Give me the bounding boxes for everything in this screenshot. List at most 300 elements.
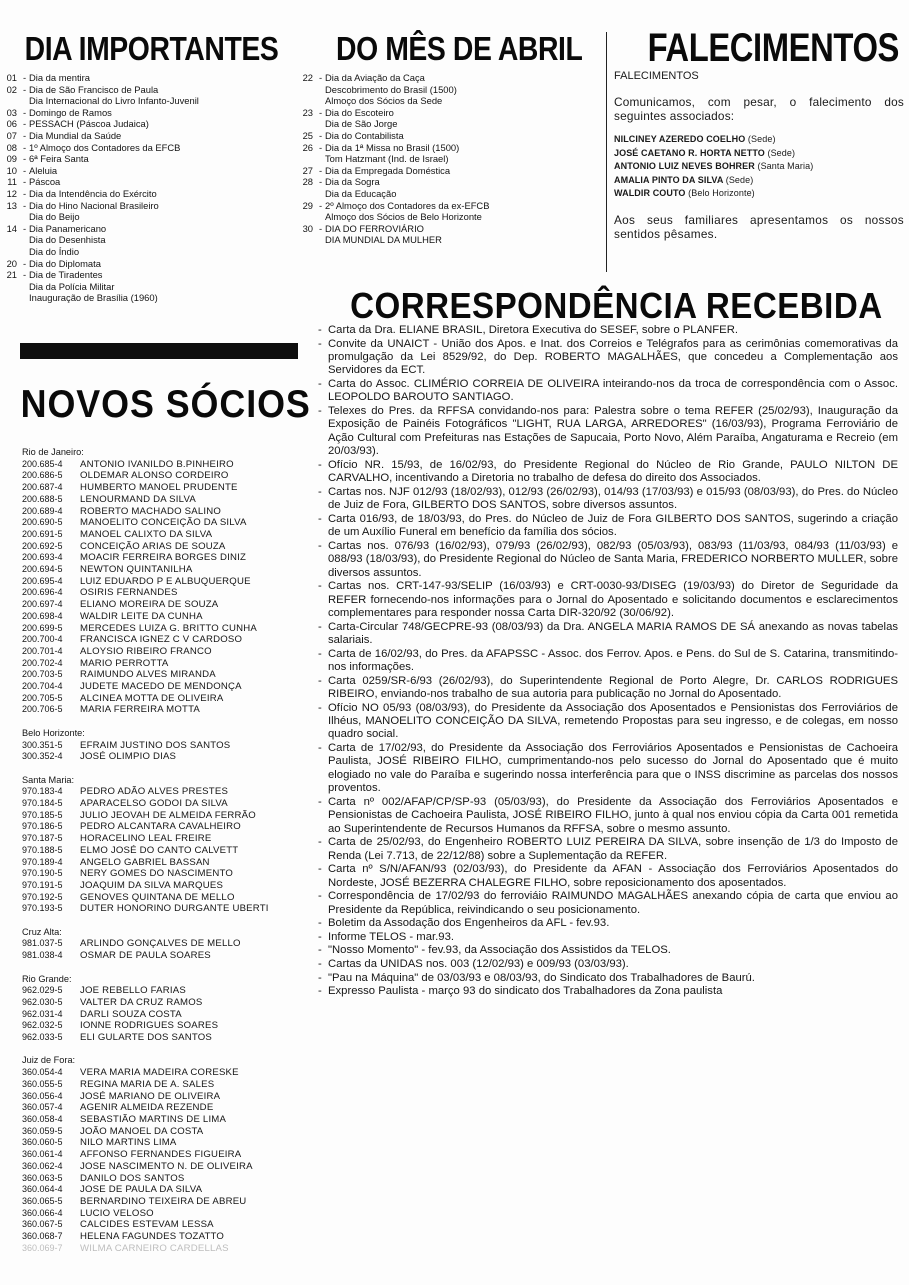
member-name: MARIO PERROTTA: [80, 657, 169, 669]
correspondence-item: - Cartas da UNIDAS nos. 003 (12/02/93) e 009/93 (03/03/93).: [318, 958, 898, 971]
date-event: Dia do Diplomata: [29, 257, 101, 269]
date-dash: -: [318, 72, 323, 83]
member-row: [22, 564, 312, 576]
member-name: OSIRIS FERNANDES: [80, 587, 178, 599]
member-code: 360.054-4: [22, 1067, 63, 1078]
member-code: 200.702-4: [22, 657, 63, 668]
member-name: JUDETE MACEDO DE MENDONÇA: [80, 681, 242, 693]
date-event: Dia Mundial da Saúde: [29, 129, 122, 141]
date-event: 2º Almoço dos Contadores da ex-EFCB: [325, 199, 490, 211]
member-code: 200.688-5: [22, 493, 63, 504]
member-name: AGENIR ALMEIDA REZENDE: [80, 1102, 214, 1114]
date-entry: [0, 188, 199, 200]
date-day: 23: [302, 106, 313, 118]
date-entry: [296, 200, 489, 212]
deceased-entry: [614, 174, 904, 188]
member-row: [22, 494, 312, 506]
member-name: ARLINDO GONÇALVES DE MELLO: [80, 938, 241, 950]
date-dash: -: [318, 129, 323, 141]
member-code: 200.701-4: [22, 645, 63, 656]
member-name: NILO MARTINS LIMA: [80, 1137, 177, 1149]
deceased-entry: [614, 147, 904, 161]
correspondence-item: - Carta nº 002/AFAP/CP/SP-93 (05/03/93), do Presidente da Associação dos Ferroviários Aposentados e Pensionistas de Cachoeira Paulista, JOSÉ RIBEIRO FILHO, junto à qual nos enviou cópia da Carta 001 remetida ao Superintendente de Recursos Humanos da RFFSA, sobre o mesmo assunto.: [318, 796, 898, 836]
member-row: [22, 1114, 312, 1126]
date-entry: [296, 142, 489, 154]
date-day: 09: [6, 153, 17, 165]
date-day: 06: [6, 118, 17, 130]
member-row: [22, 833, 312, 845]
member-row: [22, 1020, 312, 1032]
date-event: Tom Hatzmant (Ind. de Israel): [325, 153, 449, 165]
member-name: MANOEL CALIXTO DA SILVA: [80, 528, 213, 540]
member-name: PEDRO ADÃO ALVES PRESTES: [80, 786, 229, 798]
date-day: 30: [302, 222, 313, 234]
member-code: 360.060-5: [22, 1137, 63, 1148]
deceased-name: AMALIA PINTO DA SILVA: [614, 174, 724, 185]
date-dash: -: [22, 257, 27, 269]
member-code: 300.351-5: [22, 739, 63, 750]
member-code: 962.030-5: [22, 996, 63, 1007]
member-row: [22, 459, 312, 471]
member-code: 200.697-4: [22, 599, 63, 610]
date-event: Dia do Índio: [29, 245, 80, 257]
date-dash: -: [22, 176, 27, 188]
member-row: [22, 985, 312, 997]
member-row: [22, 1231, 312, 1243]
correspondence-item: - Cartas nos. 076/93 (16/02/93), 079/93 (26/02/93), 082/93 (05/03/93), 083/93 (11/03/93, 084/93 (11/03/93) e 088/93 (18/03/93), do Presidente Regional do Núcleo de Santa Maria, FREDERICO NORBERTO MULLER, sobre diversos assuntos.: [318, 540, 898, 580]
date-event: Dia Panamericano: [29, 222, 107, 234]
date-dash: -: [22, 129, 27, 141]
date-event: Dia de São Francisco de Paula: [29, 83, 159, 95]
member-code: 300.352-4: [22, 751, 63, 762]
headline-novos-socios: NOVOS SÓCIOS: [20, 383, 311, 426]
date-dash: -: [318, 141, 323, 153]
member-name: JOSÉ MARIANO DE OLIVEIRA: [80, 1090, 221, 1102]
member-row: [22, 950, 312, 962]
member-code: 962.031-4: [22, 1008, 63, 1019]
correspondence-item: - Carta 016/93, de 18/03/93, do Pres. do Núcleo de Juiz de Fora GILBERTO DOS SANTOS, sugerindo a criação de um Auxílio Funeral em benefício da família dos sócios.: [318, 513, 898, 540]
member-name: ALOYSIO RIBEIRO FRANCO: [80, 645, 212, 657]
member-code: 200.685-4: [22, 458, 63, 469]
member-name: JOE REBELLO FARIAS: [80, 985, 186, 997]
correspondence-item: - Correspondência de 17/02/93 do ferroviáio RAIMUNDO MAGALHÃES anexando cópia de carta que enviou ao Presidente da República, reivindicando o seu posicionamento.: [318, 890, 898, 917]
deceased-entry: [614, 133, 904, 147]
date-dash: -: [318, 176, 323, 188]
date-event: 1º Almoço dos Contadores da EFCB: [29, 141, 181, 153]
member-code: 970.188-5: [22, 844, 63, 855]
correspondence-item: - Informe TELOS - mar.93.: [318, 931, 898, 944]
date-event: Dia Internacional do Livro Infanto-Juvenil: [29, 95, 199, 107]
member-name: ALCINEA MOTTA DE OLIVEIRA: [80, 692, 224, 704]
member-code: 360.063-5: [22, 1172, 63, 1183]
member-group-city: Cruz Alta:: [22, 926, 62, 937]
correspondence-item: - Boletim da Assodação dos Engenheiros da AFL - fev.93.: [318, 917, 898, 930]
date-dash: -: [22, 164, 27, 176]
member-code: 200.692-5: [22, 540, 63, 551]
date-day: 01: [6, 72, 17, 83]
date-dash: -: [22, 72, 27, 83]
member-code: 200.691-5: [22, 528, 63, 539]
column-divider: [606, 32, 607, 272]
member-row: [22, 868, 312, 880]
member-row: [22, 623, 312, 635]
falecimentos-section: [614, 70, 904, 241]
member-name: HORACELINO LEAL FREIRE: [80, 833, 212, 845]
date-entry: [296, 130, 489, 142]
date-dash: -: [22, 269, 27, 281]
headline-correspondencia-recebida: CORRESPONDÊNCIA RECEBIDA: [350, 285, 883, 326]
date-entry: [0, 223, 199, 235]
member-name: MOACIR FERREIRA BORGES DINIZ: [80, 552, 247, 564]
date-event: Dia do Hino Nacional Brasileiro: [29, 199, 159, 211]
date-dash: -: [22, 83, 27, 95]
date-day: 26: [302, 141, 313, 153]
member-row: [22, 681, 312, 693]
date-event: Dia da Intendência do Exército: [29, 187, 157, 199]
member-code: 200.687-4: [22, 482, 63, 493]
member-row: [22, 506, 312, 518]
date-event: Dia do Escoteiro: [325, 106, 394, 118]
member-group: [22, 974, 312, 1044]
member-code: 200.703-5: [22, 669, 63, 680]
date-entry: [0, 107, 199, 119]
headline-falecimentos: FALECIMENTOS: [647, 26, 900, 70]
date-day: 20: [6, 257, 17, 269]
member-name: DARLI SOUZA COSTA: [80, 1008, 182, 1020]
member-row: [22, 576, 312, 588]
member-name: JULIO JEOVAH DE ALMEIDA FERRÃO: [80, 809, 256, 821]
date-dash: -: [22, 106, 27, 118]
member-code: 981.038-4: [22, 950, 63, 961]
member-name: NERY GOMES DO NASCIMENTO: [80, 868, 233, 880]
member-name: ROBERTO MACHADO SALINO: [80, 505, 222, 517]
member-name: MANOELITO CONCEIÇÃO DA SILVA: [80, 517, 247, 529]
member-row: [22, 552, 312, 564]
member-code: 970.185-5: [22, 809, 63, 820]
member-name: ELIANO MOREIRA DE SOUZA: [80, 599, 219, 611]
member-name: LUIZ EDUARDO P E ALBUQUERQUE: [80, 575, 251, 587]
correspondencia-list: [318, 324, 898, 999]
date-day: 07: [6, 129, 17, 141]
member-code: 200.694-5: [22, 564, 63, 575]
date-dash: -: [318, 222, 323, 234]
date-dash: -: [22, 153, 27, 165]
date-day: 08: [6, 141, 17, 153]
date-event: PESSACH (Páscoa Judaica): [29, 118, 149, 130]
member-name: WILMA CARNEIRO CARDELLAS: [80, 1242, 229, 1254]
member-row: [22, 1137, 312, 1149]
date-entry: [0, 142, 199, 154]
member-code: 200.706-5: [22, 704, 63, 715]
member-group: [22, 775, 312, 915]
date-day: 10: [6, 164, 17, 176]
date-entry: [296, 72, 489, 84]
date-day: 14: [6, 222, 17, 234]
member-code: 200.699-5: [22, 622, 63, 633]
correspondence-item: - Ofício NR. 15/93, de 16/02/93, do Presidente Regional do Núcleo de Rio Grande, PAULO NILTON DE CARVALHO, incentivando a Diretoria no trabalho de defesa do direito dos Associados.: [318, 459, 898, 486]
date-dash: -: [318, 106, 323, 118]
date-day: 13: [6, 199, 17, 211]
date-event: Dia da Educação: [325, 187, 397, 199]
deceased-entry: [614, 187, 904, 201]
member-name: MARIA FERREIRA MOTTA: [80, 704, 201, 716]
deceased-location: (Sede): [725, 174, 754, 185]
date-entry: [0, 153, 199, 165]
date-entry: [0, 200, 199, 212]
date-entry: [296, 188, 489, 200]
date-day: 02: [6, 83, 17, 95]
member-name: JOSE DE PAULA DA SILVA: [80, 1184, 203, 1196]
member-code: 360.064-4: [22, 1184, 63, 1195]
member-row: [22, 669, 312, 681]
member-name: ELI GULARTE DOS SANTOS: [80, 1032, 212, 1044]
date-day: 28: [302, 176, 313, 188]
member-name: OLDEMAR ALONSO CORDEIRO: [80, 470, 229, 482]
member-code: 360.066-4: [22, 1207, 63, 1218]
member-name: ELMO JOSÉ DO CANTO CALVETT: [80, 844, 239, 856]
date-event: Dia do Beijo: [29, 211, 80, 223]
deceased-location: (Sede): [747, 134, 776, 144]
date-entry: [0, 84, 199, 96]
member-name: AFFONSO FERNANDES FIGUEIRA: [80, 1149, 242, 1161]
member-code: 962.032-5: [22, 1020, 63, 1031]
date-entry: [0, 292, 199, 304]
falecimentos-names-list: [614, 133, 904, 201]
correspondence-item: - Carta-Circular 748/GECPRE-93 (08/03/93) da Dra. ANGELA MARIA RAMOS DE SÁ anexando as novas tabelas salariais.: [318, 621, 898, 648]
date-entry: [0, 281, 199, 293]
member-row: [22, 845, 312, 857]
member-code: 360.062-4: [22, 1160, 63, 1171]
member-row: [22, 541, 312, 553]
member-row: [22, 1091, 312, 1103]
member-row: [22, 1102, 312, 1114]
date-entry: [296, 176, 489, 188]
member-row: [22, 611, 312, 623]
member-name: FRANCISCA IGNEZ C V CARDOSO: [80, 634, 243, 646]
member-name: VERA MARIA MADEIRA CORESKE: [80, 1067, 239, 1079]
correspondence-item: - Carta da Dra. ELIANE BRASIL, Diretora Executiva do SESEF, sobre o PLANFER.: [318, 324, 898, 337]
date-dash: -: [22, 222, 27, 234]
member-name: RAIMUNDO ALVES MIRANDA: [80, 669, 216, 681]
date-dash: -: [22, 118, 27, 130]
member-code: 970.193-5: [22, 903, 63, 914]
date-dash: -: [318, 164, 323, 176]
member-row: [22, 587, 312, 599]
date-event: Dia de Tiradentes: [29, 269, 103, 281]
member-code: 970.187-5: [22, 833, 63, 844]
member-row: [22, 646, 312, 658]
falecimentos-outro: Aos seus familiares apresentamos os nossos sentidos pêsames.: [614, 212, 904, 241]
member-group-city: Rio de Janeiro:: [22, 447, 84, 457]
member-code: 200.695-4: [22, 575, 63, 586]
date-entry: [0, 95, 199, 107]
member-row: [22, 740, 312, 752]
member-group: [22, 1055, 312, 1254]
member-code: 360.057-4: [22, 1102, 63, 1113]
correspondence-item: - "Nosso Momento" - fev.93, da Associação dos Assistidos da TELOS.: [318, 944, 898, 957]
member-code: 200.700-4: [22, 634, 63, 645]
date-entry: [296, 234, 489, 246]
member-code: 200.704-4: [22, 681, 63, 692]
member-row: [22, 892, 312, 904]
member-row: [22, 1173, 312, 1185]
correspondence-item: - Cartas nos. CRT-147-93/SELIP (16/03/93) e CRT-0030-93/DISEG (19/03/93) do Diretor de Seguridade da REFER fornecendo-nos informações para o Jornal do Aposentado e solicitando documentos e esclarecimentos complementares para responder nossa Carta DIR-320/92 (30/06/92).: [318, 580, 898, 620]
member-group-city: Belo Horizonte:: [22, 727, 85, 738]
date-event: Aleluia: [29, 164, 58, 176]
member-code: 981.037-5: [22, 938, 63, 949]
correspondence-item: - Carta de 16/02/93, do Pres. da AFAPSSC - Assoc. dos Ferrov. Apos. e Pens. do Sul de S. Catarina, transmitindo-nos informações.: [318, 648, 898, 675]
deceased-name: NILCINEY AZEREDO COELHO: [614, 134, 746, 144]
member-row: [22, 997, 312, 1009]
member-code: 962.033-5: [22, 1032, 63, 1043]
member-name: OSMAR DE PAULA SOARES: [80, 950, 211, 962]
date-entry: [0, 258, 199, 270]
deceased-entry: [614, 160, 904, 174]
member-row: [22, 903, 312, 915]
member-code: 970.183-4: [22, 786, 63, 797]
member-group-city: Santa Maria:: [22, 774, 75, 785]
member-row: [22, 704, 312, 716]
member-code: 200.696-4: [22, 587, 63, 598]
member-name: BERNARDINO TEIXEIRA DE ABREU: [80, 1195, 247, 1207]
member-row: [22, 821, 312, 833]
member-name: GENOVES QUINTANA DE MELLO: [80, 891, 235, 903]
member-row: [22, 1184, 312, 1196]
member-code: 970.190-5: [22, 868, 63, 879]
correspondence-item: - Carta de 17/02/93, do Presidente da Associação dos Ferroviários Aposentados e Pensionistas de Cachoeira Paulista, JOSÉ RIBEIRO FILHO, cumprimentando-nos pelo sucesso do Jornal do Aposentado que é muito elogiado no vale do Paraíba e sugerindo nossa interferência para que o INSS discrimine as parcelas dos nossos proventos.: [318, 742, 898, 796]
member-name: DUTER HONORINO DURGANTE UBERTI: [80, 903, 269, 915]
member-name: MERCEDES LUIZA G. BRITTO CUNHA: [80, 622, 257, 634]
member-code: 360.061-4: [22, 1149, 63, 1160]
deceased-name: ANTONIO LUIZ NEVES BOHRER: [614, 161, 755, 171]
member-code: 360.058-4: [22, 1114, 63, 1124]
member-code: 200.690-5: [22, 517, 63, 528]
member-name: WALDIR LEITE DA CUNHA: [80, 610, 203, 622]
date-entry: [296, 153, 489, 165]
member-name: JOÃO MANOEL DA COSTA: [80, 1125, 204, 1137]
date-entry: [0, 72, 199, 84]
dias-importantes-list-col2: [296, 72, 489, 246]
member-row: [22, 786, 312, 798]
date-dash: -: [22, 187, 27, 199]
date-entry: [0, 165, 199, 177]
correspondence-item: - "Pau na Máquina" de 03/03/93 e 08/03/93, do Sindicato dos Trabalhadores de Baurú.: [318, 972, 898, 985]
correspondence-item: - Expresso Paulista - março 93 do sindicato dos Trabalhadores da Zona paulista: [318, 985, 898, 998]
member-code: 360.056-4: [22, 1090, 63, 1101]
member-code: 962.029-5: [22, 985, 63, 996]
headline-do-mes-de-abril: DO MÊS DE ABRIL: [336, 30, 583, 67]
date-day: 27: [302, 164, 313, 176]
date-event: Inauguração de Brasília (1960): [29, 292, 158, 304]
headline-dias-importantes: DIA IMPORTANTES: [24, 30, 279, 67]
member-group: [22, 447, 312, 716]
member-row: [22, 482, 312, 494]
novos-socios-list: [22, 447, 312, 1266]
dias-importantes-list-col1: [0, 72, 199, 304]
member-group-city: Juiz de Fora:: [22, 1055, 76, 1066]
date-day: 11: [7, 176, 17, 188]
member-row: [22, 1009, 312, 1021]
member-row: [22, 1243, 312, 1255]
member-row: [22, 798, 312, 810]
date-event: Almoço dos Sócios de Belo Horizonte: [325, 211, 482, 223]
member-code: 970.184-5: [22, 798, 63, 809]
member-name: ANGELO GABRIEL BASSAN: [80, 856, 210, 868]
member-name: JOSÉ OLIMPIO DIAS: [80, 751, 177, 763]
member-name: ANTONIO IVANILDO B.PINHEIRO: [80, 458, 234, 470]
deceased-name: JOSÉ CAETANO R. HORTA NETTO: [614, 147, 765, 158]
date-event: Dia do Desenhista: [29, 234, 106, 246]
member-group-city: Rio Grande:: [22, 973, 72, 984]
date-event: 6ª Feira Santa: [29, 153, 89, 165]
date-event: Dia da Sogra: [325, 176, 380, 188]
deceased-location: (Santa Maria): [757, 161, 814, 171]
deceased-name: WALDIR COUTO: [614, 188, 686, 198]
correspondence-item: - Telexes do Pres. da RFFSA convidando-nos para: Palestra sobre o tema REFER (25/02/93), Inauguração da Exposição de Painéis Fotográficos "LIGHT, RUA LARGA, ARREDORES" (16/03/93), Programa Ferroviário de Ação Cultural com Prefeituras nas Estações de Sapucaia, Porto Novo, Além Paraíba, Angaturama e Recreio (em 20/03/93).: [318, 405, 898, 459]
member-name: LUCIO VELOSO: [80, 1207, 154, 1219]
date-entry: [296, 95, 489, 107]
member-name: JOAQUIM DA SILVA MARQUES: [80, 879, 224, 891]
member-code: 200.705-5: [22, 692, 63, 703]
date-entry: [0, 118, 199, 130]
member-row: [22, 1032, 312, 1044]
member-name: EFRAIM JUSTINO DOS SANTOS: [80, 739, 231, 751]
member-code: 200.686-5: [22, 470, 63, 481]
member-code: 970.189-4: [22, 856, 63, 867]
date-event: Dia da Empregada Doméstica: [325, 164, 451, 176]
date-day: 21: [6, 269, 17, 281]
member-group: [22, 927, 312, 962]
date-day: 03: [6, 106, 17, 118]
date-dash: -: [22, 199, 27, 211]
member-row: [22, 1208, 312, 1220]
date-dash: -: [318, 199, 323, 211]
falecimentos-intro: Comunicamos, com pesar, o falecimento dos seguintes associados:: [614, 95, 904, 123]
member-row: [22, 693, 312, 705]
date-entry: [0, 269, 199, 281]
member-group: [22, 728, 312, 763]
member-row: [22, 1196, 312, 1208]
date-event: Descobrimento do Brasil (1500): [325, 83, 457, 95]
deceased-location: (Belo Horizonte): [688, 188, 755, 198]
date-entry: [296, 223, 489, 235]
member-row: [22, 1149, 312, 1161]
member-row: [22, 810, 312, 822]
date-event: Dia da Aviação da Caça: [325, 72, 425, 83]
correspondence-item: - Carta nº S/N/AFAN/93 (02/03/93), do Presidente da AFAN - Associação dos Ferroviários Aposentados do Nordeste, JOSÉ BEZERRA CHALEGRE FILHO, sobre reposicionamento dos aposentados.: [318, 863, 898, 890]
correspondence-item: - Cartas nos. NJF 012/93 (18/02/93), 012/93 (26/02/93), 014/93 (17/03/93) e 015/93 (08/03/93), do Pres. do Núcleo de Juiz de Fora, GILBERTO DOS SANTOS, sobre diversos assuntos.: [318, 486, 898, 513]
black-separator-bar: [20, 343, 298, 359]
member-code: 970.192-5: [22, 891, 63, 902]
member-name: PEDRO ALCANTARA CAVALHEIRO: [80, 821, 241, 833]
member-code: 360.069-7: [22, 1242, 63, 1253]
date-day: 25: [302, 129, 313, 141]
date-event: Dia de São Jorge: [325, 118, 398, 130]
member-row: [22, 938, 312, 950]
date-entry: [296, 84, 489, 96]
date-event: Páscoa: [29, 176, 61, 188]
date-entry: [296, 211, 489, 223]
member-code: 970.191-5: [22, 879, 63, 890]
member-row: [22, 634, 312, 646]
date-event: Dia do Contabilista: [325, 129, 404, 141]
member-row: [22, 599, 312, 611]
member-code: 970.186-5: [22, 821, 63, 832]
date-entry: [0, 211, 199, 223]
correspondence-item: - Carta de 25/02/93, do Engenheiro ROBERTO LUIZ PEREIRA DA SILVA, sobre insenção de 1/3 do Imposto de Renda (Lei 7.713, de 22/12/88) sobre a Suplementação da REFER.: [318, 836, 898, 863]
member-code: 360.067-5: [22, 1219, 63, 1230]
date-dash: -: [22, 141, 27, 153]
